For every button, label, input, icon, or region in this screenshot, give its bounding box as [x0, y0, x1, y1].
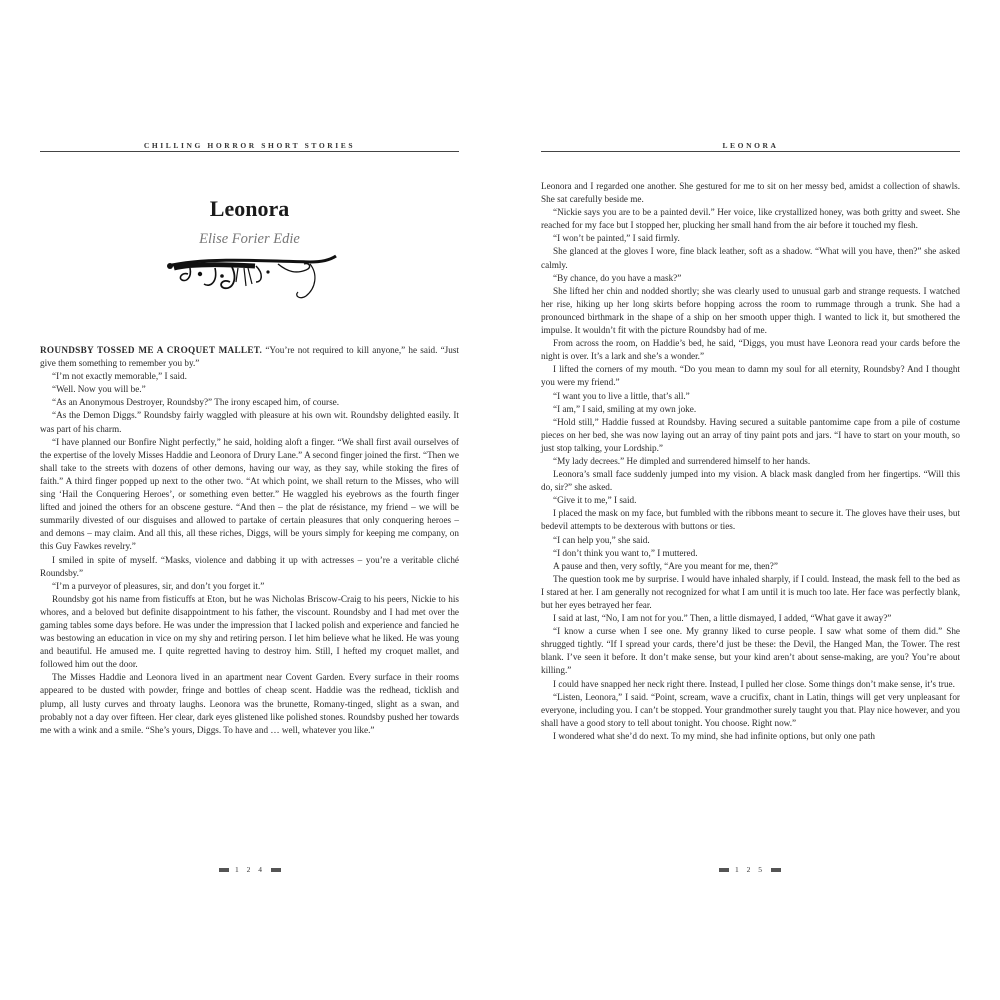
paragraph: “My lady decrees.” He dimpled and surrendered himself to her hands.	[553, 455, 811, 466]
paragraph: I placed the mask on my face, but fumbled with the ribbons meant to secure it. The gloves have their uses, but bedevil attempts to be dexterous with buttons or ties.	[541, 508, 960, 532]
body-text	[541, 180, 960, 743]
header-rule	[541, 151, 960, 152]
paragraph: “I’m a purveyor of pleasures, sir, and don’t you forget it.”	[52, 580, 265, 591]
paragraph: “I’m not exactly memorable,” I said.	[52, 371, 187, 382]
paragraph: I lifted the corners of my mouth. “Do you mean to damn my soul for all eternity, Roundsby? And I thought you were my friend.”	[541, 364, 960, 388]
paragraph: “As the Demon Diggs.” Roundsby fairly waggled with pleasure at his own wit. Roundsby delighted easily. It was part of his charm.	[40, 410, 459, 434]
paragraph: “I have planned our Bonfire Night perfectly,” he said, holding aloft a finger. “We shall first avail ourselves of the expertise of the lovely Misses Haddie and Leonora of Drury Lane.” A second finger joined the first. “Then we shall take to the streets with dozens of other demons, having our way, as they say, while stoking the fires of faith.” A third finger popped up next to the other two. “At which point, we shall return to the Misses, who will sing ‘Hail the Conquering Heroes’, or something even better.” He waggled his eyebrows as the fourth finger lifted and joined the others for an obscene gesture. “And then – the plat de résistance, my friend – we will be summarily divested of our disguises and allowed to partake of certain pleasures that only conquering heroes – and demons – may claim. And all this, all these riches, Diggs, will be yours simply for keeping me company, on this Guy Fawkes revelry.”	[40, 436, 459, 552]
paragraph: “Hold still,” Haddie fussed at Roundsby. Having secured a suitable pantomime cape from a pile of costume pieces on her bed, she was now laying out an array of tiny paint pots and jars. “I have to start on your mouth, so just stop talking, your Lordship.”	[541, 416, 960, 453]
running-head: CHILLING HORROR SHORT STORIES	[143, 141, 356, 150]
paragraph: “I don’t think you want to,” I muttered.	[553, 547, 698, 558]
paragraph: “Nickie says you are to be a painted devil.” Her voice, like crystallized honey, was both gritty and sweet. She reached for my face but I stopped her, plucking her small hand from the air before it touched my flesh.	[541, 207, 960, 231]
running-head: LEONORA	[722, 141, 779, 150]
paragraph: “I know a curse when I see one. My granny liked to curse people. I saw what some of them did.” She shrugged tightly. “If I spread your cards, there’d just be these: the Devil, the Hanged Man, the Tower. The rest blank. I’ve seen it before. It don’t make sense, but your kind aren’t about sense-making, are you? You’re about killing.”	[541, 626, 960, 676]
folio-mark-icon	[219, 868, 229, 872]
paragraph: A pause and then, very softly, “Are you meant for me, then?”	[553, 560, 778, 571]
folio-mark-icon	[271, 868, 281, 872]
paragraph: She lifted her chin and nodded shortly; she was clearly used to unusual garb and strange requests. I watched her rise, hiking up her long skirts before hopping across the room to rummage through a trunk. She had a pronounced birthmark in the shape of a ship on her smooth upper thigh. I wanted to lick it, but smothered the impulse. It wouldn’t fit with the picture Roundsby had of me.	[541, 285, 960, 336]
folio-mark-icon	[719, 868, 729, 872]
paragraph: I smiled in spite of myself. “Masks, violence and dabbing it up with actresses – you’re a veritable cliché Roundsby.”	[40, 554, 459, 578]
paragraph: She glanced at the gloves I wore, fine black leather, soft as a shadow. “What will you have, then?” she asked calmly.	[541, 246, 960, 270]
paragraph: “I want you to live a little, that’s all.”	[553, 390, 690, 401]
page-number	[500, 865, 1000, 874]
body-text	[40, 344, 459, 737]
paragraph: I wondered what she’d do next. To my mind, she had infinite options, but only one path	[553, 730, 875, 741]
paragraph: From across the room, on Haddie’s bed, he said, “Diggs, you must have Leonora read your cards before the night is over. It’s a lark and she’s a wonder.”	[541, 338, 960, 362]
paragraph: I said at last, “No, I am not for you.” Then, a little dismayed, I added, “What gave it away?”	[553, 613, 892, 624]
paragraph: “Well. Now you will be.”	[52, 384, 146, 395]
paragraph-text: “You’re not required to kill anyone,” he said. “Just give them something to remember you by.”	[40, 345, 459, 369]
paragraph: Roundsby got his name from fisticuffs at Eton, but he was Nicholas Briscow-Craig to his peers, Nickie to his whores, and a beloved but definite disappointment to his father, the viscount. Roundsby and I had met over the gaming tables some days before. He was under the impression that I lacked polish and experience and fancied he was bestowing an education in vice on my shy and retiring person. I let him believe what he liked. He was young and beautiful. He amused me. I quite regretted having to destroy him. Still, I hefted my croquet mallet, and followed him out the door.	[40, 593, 459, 670]
paragraph: The question took me by surprise. I would have inhaled sharply, if I could. Instead, the mask fell to the bed as I stared at her. I am generally not recognized for what I am until it is much too late. Her face was perfectly blank, but her eyes betrayed her fear.	[541, 573, 960, 610]
folio-mark-icon	[771, 868, 781, 872]
story-author: Elise Forier Edie	[199, 231, 300, 247]
flourish-ornament-icon	[160, 252, 340, 302]
paragraph: “Give it to me,” I said.	[553, 495, 637, 506]
paragraph: I could have snapped her neck right there. Instead, I pulled her close. Some things don’t make sense, it’s true.	[553, 678, 955, 689]
paragraph: “I am,” I said, smiling at my own joke.	[553, 403, 697, 414]
lead-in: ROUNDSBY TOSSED ME A CROQUET MALLET.	[40, 345, 263, 355]
page-number-text: 1 2 4	[235, 865, 265, 874]
paragraph	[40, 344, 459, 370]
header-rule	[40, 151, 459, 152]
paragraph: “I can help you,” she said.	[553, 534, 650, 545]
page-number	[0, 865, 500, 874]
paragraph: The Misses Haddie and Leonora lived in an apartment near Covent Garden. Every surface in their rooms appeared to be dusted with powder, fringe and bottles of cheap scent. Haddie was the redhead, ticklish and plump, all lusty curves and throaty laughs. Leonora was the brunette, Romany-tinged, slight as a swan, and probably not a day over fifteen. Her clear, dark eyes glistened like polished stones. Roundsby pushed her towards me with a wink and a smile. “She’s yours, Diggs. To have and … well, whatever you like.”	[40, 672, 459, 735]
paragraph: Leonora’s small face suddenly jumped into my vision. A black mask dangled from her fingertips. “Will this do, sir?” she asked.	[541, 469, 960, 493]
paragraph: “I won’t be painted,” I said firmly.	[553, 233, 680, 244]
right-page	[500, 0, 1000, 1000]
paragraph: Leonora and I regarded one another. She gestured for me to sit on her messy bed, amidst a collection of shawls. She sat carefully beside me.	[541, 181, 960, 205]
paragraph: “Listen, Leonora,” I said. “Point, scream, wave a crucifix, chant in Latin, things will get very unpleasant for everyone, including you. I can’t be stopped. Your grandmother surely taught you that. Play nice however, and you shall have a good story to tell about tonight. You choose. Right now.”	[541, 691, 960, 728]
story-title: Leonora	[209, 196, 290, 221]
page-number-text: 1 2 5	[735, 865, 765, 874]
paragraph: “As an Anonymous Destroyer, Roundsby?” The irony escaped him, of course.	[52, 397, 340, 408]
paragraph: “By chance, do you have a mask?”	[553, 272, 682, 283]
